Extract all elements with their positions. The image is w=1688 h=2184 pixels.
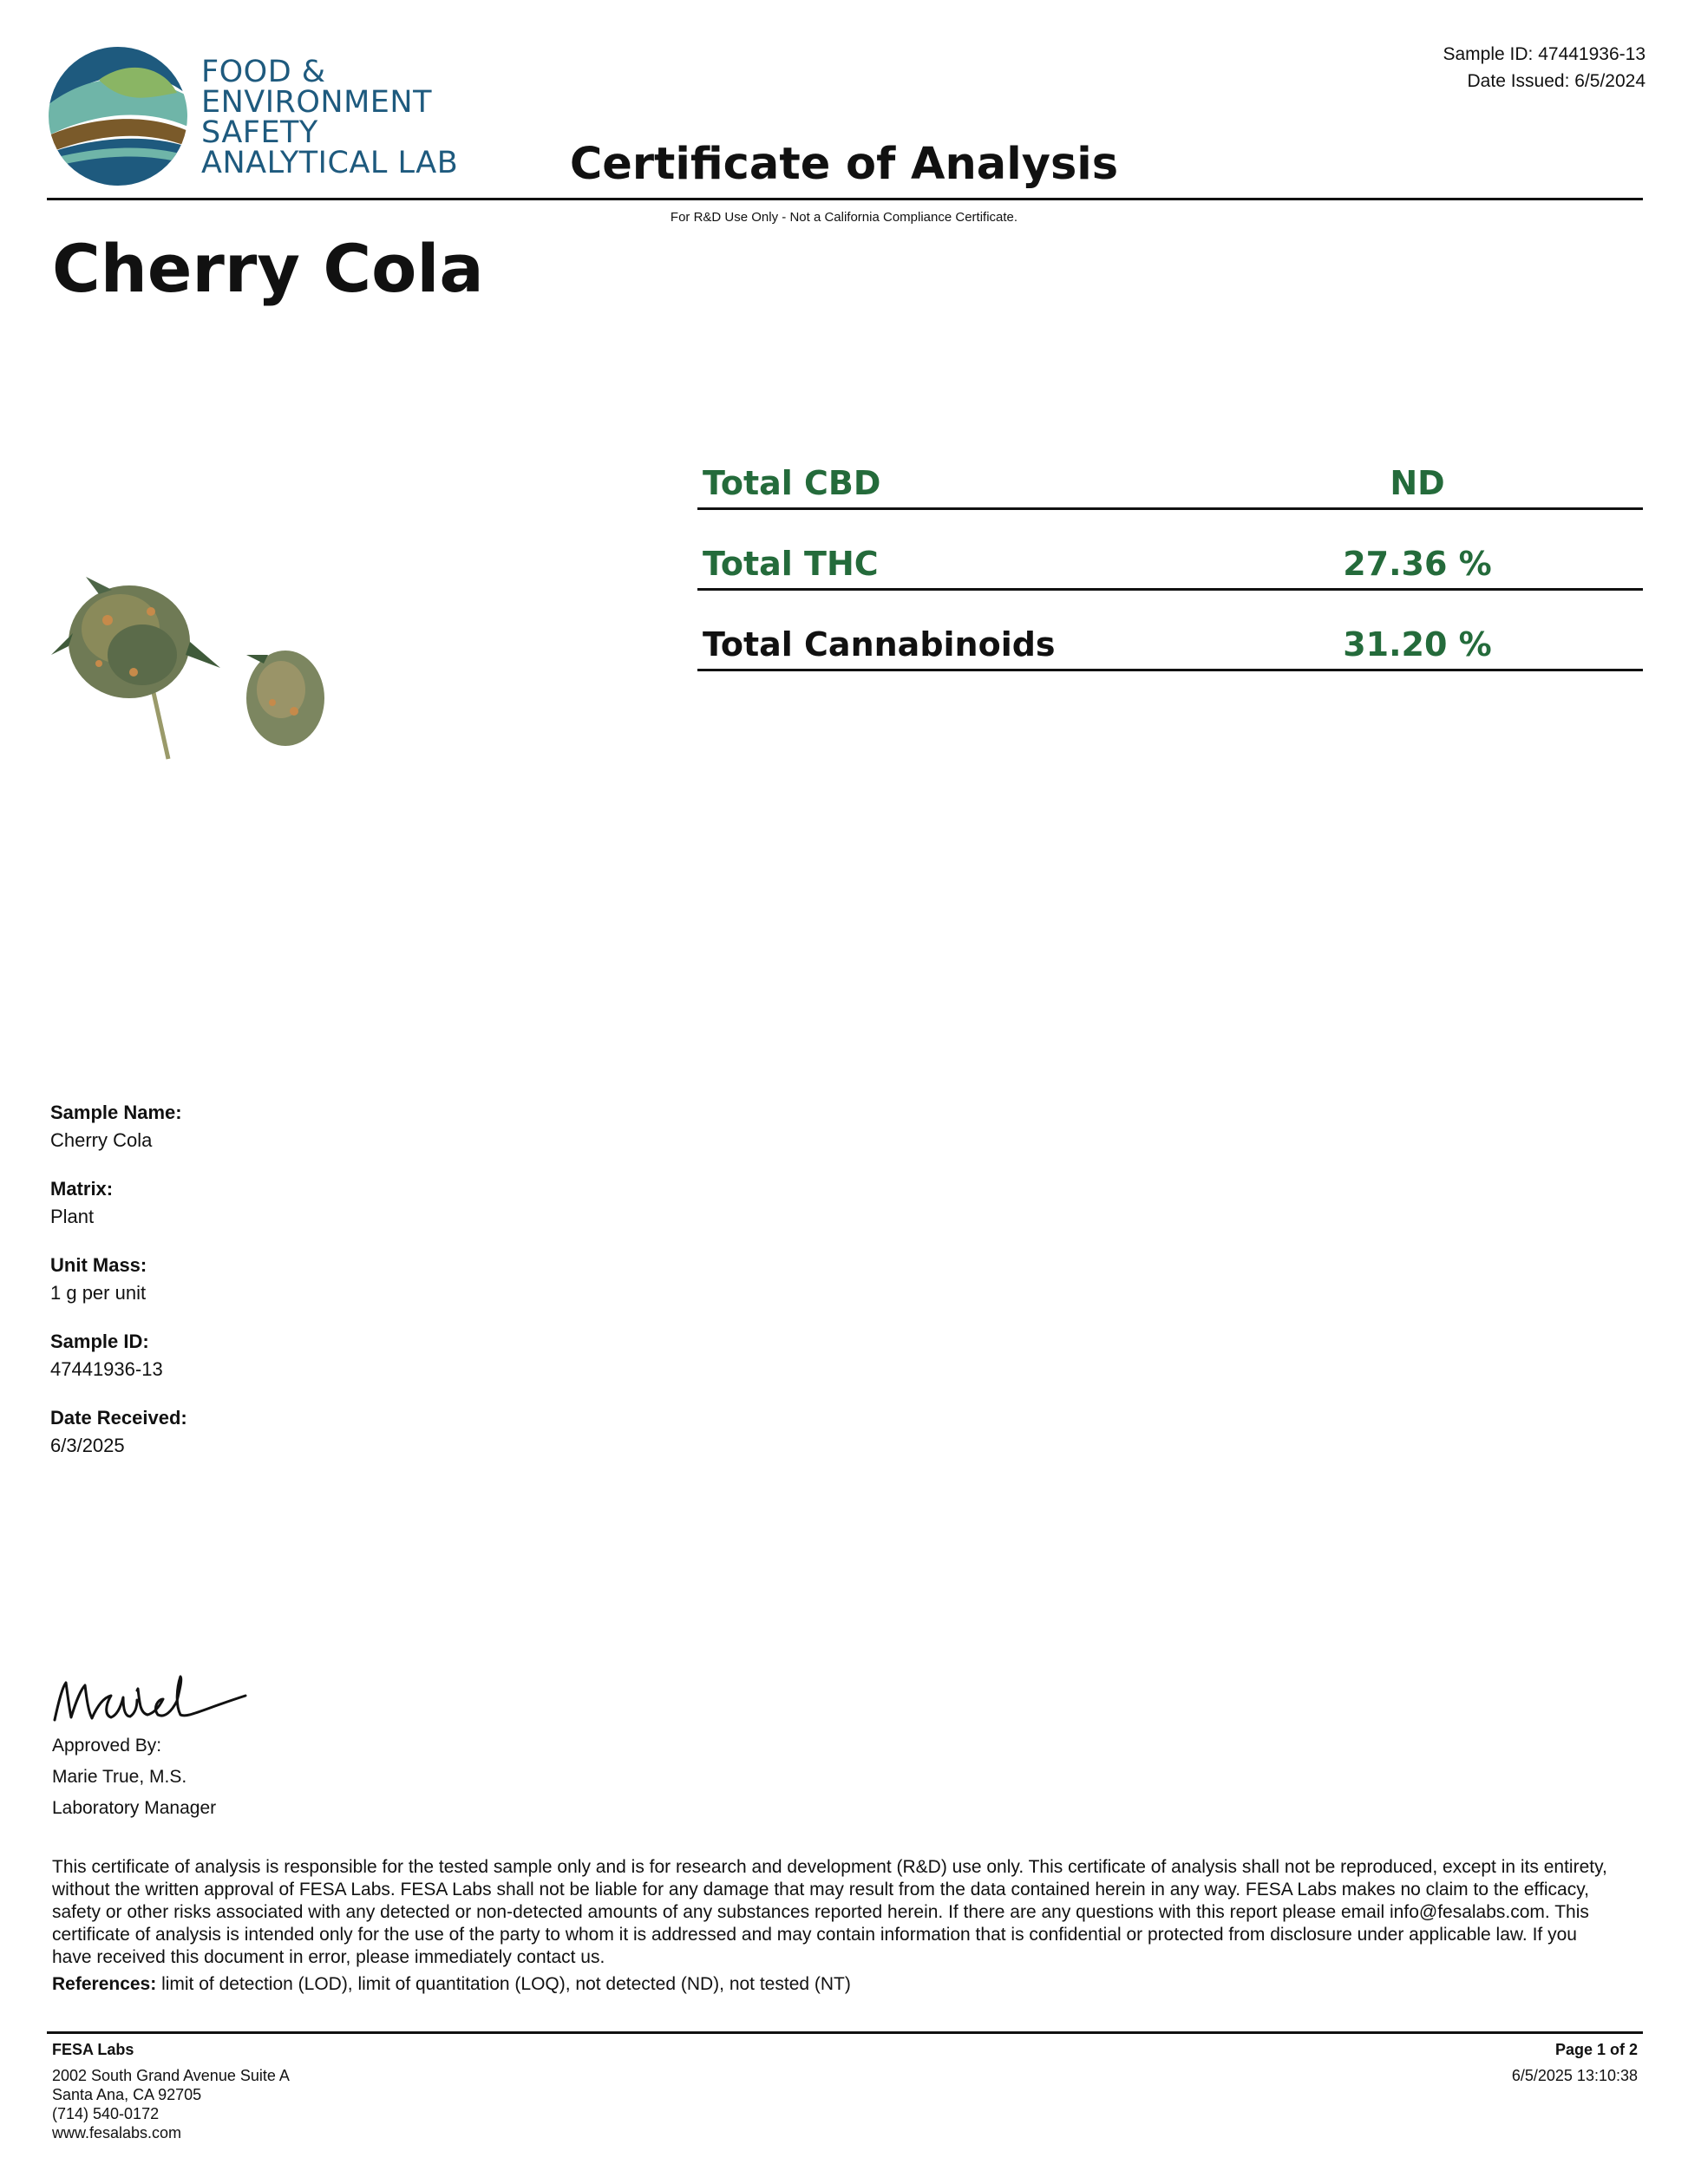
summary-row-total-cannabinoids bbox=[697, 591, 1643, 671]
footer-company: FESA Labs bbox=[52, 2041, 134, 2058]
summary-row-total-cbd bbox=[697, 429, 1643, 510]
cannabinoid-summary bbox=[697, 429, 1643, 671]
footer-divider bbox=[47, 2031, 1643, 2034]
footer-website-link[interactable]: www.fesalabs.com bbox=[52, 2124, 182, 2141]
summary-value: 31.20 % bbox=[1343, 625, 1492, 664]
logo-line: ENVIRONMENT bbox=[201, 85, 432, 120]
info-field-sample-name bbox=[50, 1100, 571, 1155]
product-photo bbox=[47, 525, 359, 846]
info-label: Unit Mass: bbox=[50, 1254, 147, 1276]
info-value: 6/3/2025 bbox=[50, 1435, 125, 1456]
info-field-sample-id bbox=[50, 1329, 571, 1384]
footer-address-line: 2002 South Grand Avenue Suite A bbox=[52, 2067, 290, 2084]
product-name: Cherry Cola bbox=[52, 230, 484, 307]
references-text: limit of detection (LOD), limit of quantitation (LOQ), not detected (ND), not tested (NT) bbox=[156, 1974, 851, 1994]
footer-page-info bbox=[1512, 2040, 1638, 2085]
footer-timestamp: 6/5/2025 13:10:38 bbox=[1511, 2067, 1638, 2084]
summary-label: Total CBD bbox=[703, 464, 881, 502]
rd-use-note: For R&D Use Only - Not a California Compliance Certificate. bbox=[670, 210, 1018, 225]
info-value: Plant bbox=[50, 1206, 95, 1227]
summary-value: 27.36 % bbox=[1343, 545, 1492, 583]
summary-label: Total THC bbox=[703, 545, 879, 583]
info-field-date-received bbox=[50, 1405, 571, 1461]
info-value: 47441936-13 bbox=[50, 1358, 163, 1380]
handwritten-signature bbox=[50, 1670, 250, 1726]
references bbox=[52, 1974, 851, 1995]
approved-by-label: Approved By: bbox=[52, 1736, 162, 1756]
disclaimer-text: This certificate of analysis is responsible for the tested sample only and is for research and development (R&D) use only. This certificate of analysis shall not be reproduced, except in its entirety, without the written approval of FESA Labs. FESA Labs shall not be liable for any damage that may result from the data contained herein in any way. FESA Labs makes no claim to the efficacy, safety or other risks associated with any detected or non-detected amounts of any substances reported herein. If there are any questions with this report please email info@fesalabs.com. This certificate of analysis is intended only for the use of the party to whom it is addressed and may contain information that is confidential or protected from disclosure under applicable law. If you have received this document in error, please immediately contact us. bbox=[52, 1857, 1607, 1967]
summary-label: Total Cannabinoids bbox=[703, 625, 1056, 664]
info-value: 1 g per unit bbox=[50, 1282, 147, 1304]
info-value: Cherry Cola bbox=[50, 1129, 153, 1151]
page-number: Page 1 of 2 bbox=[1554, 2041, 1638, 2058]
logo-line: FOOD & bbox=[201, 55, 326, 89]
info-label: Date Received: bbox=[50, 1407, 187, 1429]
footer-address bbox=[52, 2040, 290, 2142]
header-meta bbox=[1443, 41, 1646, 95]
summary-value: ND bbox=[1390, 464, 1445, 502]
summary-row-total-thc bbox=[697, 510, 1643, 591]
references-label: References: bbox=[52, 1974, 157, 1994]
logo-line: ANALYTICAL LAB bbox=[201, 146, 459, 180]
document-title: Certificate of Analysis bbox=[569, 139, 1119, 190]
info-label: Sample Name: bbox=[50, 1102, 182, 1123]
header-sample-id: Sample ID: 47441936-13 bbox=[1443, 44, 1645, 64]
header-divider bbox=[47, 198, 1643, 200]
logo-line: SAFETY bbox=[201, 115, 318, 150]
approver-name: Marie True, M.S. bbox=[52, 1767, 187, 1787]
info-label: Sample ID: bbox=[50, 1331, 149, 1352]
approval-block bbox=[52, 1730, 216, 1824]
header-date-issued: Date Issued: 6/5/2024 bbox=[1467, 71, 1645, 91]
footer-phone: (714) 540-0172 bbox=[52, 2105, 160, 2122]
info-field-unit-mass bbox=[50, 1252, 571, 1308]
info-label: Matrix: bbox=[50, 1178, 114, 1200]
info-field-matrix bbox=[50, 1176, 571, 1232]
approver-role: Laboratory Manager bbox=[52, 1798, 217, 1818]
footer-address-line: Santa Ana, CA 92705 bbox=[52, 2086, 202, 2103]
sample-info bbox=[50, 1100, 571, 1481]
